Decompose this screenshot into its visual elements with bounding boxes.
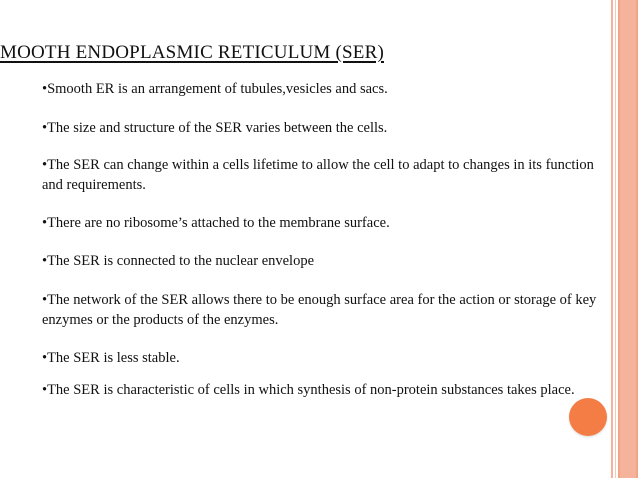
- bullet-item: •The network of the SER allows there to be enough surface area for the action or storage of key enzymes or the products of the enzymes.: [42, 292, 597, 328]
- slide-title: MOOTH ENDOPLASMIC RETICULUM (SER): [0, 42, 384, 63]
- decorative-stripe: [611, 0, 613, 478]
- orange-circle-icon: [569, 398, 607, 436]
- bullet-item: •The SER can change within a cells lifetime to allow the cell to adapt to changes in its function and requirements.: [42, 157, 594, 193]
- bullet-item: •There are no ribosome’s attached to the membrane surface.: [42, 215, 390, 231]
- decorative-stripe: [615, 0, 616, 478]
- bullet-item: •The SER is less stable.: [42, 350, 180, 366]
- decorative-stripe: [620, 0, 636, 478]
- bullet-item: •The size and structure of the SER varies between the cells.: [42, 120, 388, 136]
- bullet-item: •Smooth ER is an arrangement of tubules,vesicles and sacs.: [42, 81, 388, 97]
- bullet-item: •The SER is connected to the nuclear envelope: [42, 253, 315, 269]
- bullet-item: •The SER is characteristic of cells in which synthesis of non-protein substances takes place.: [42, 382, 575, 398]
